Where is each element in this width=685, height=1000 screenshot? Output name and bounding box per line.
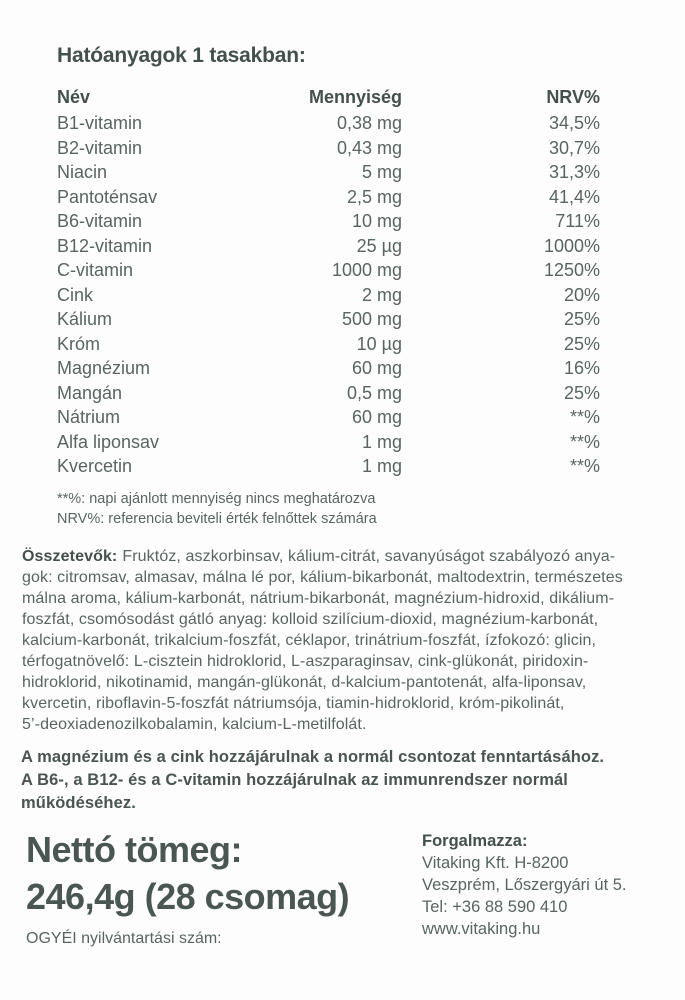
- nutrient-nrv: 25%: [563, 309, 600, 329]
- distributor-label: Forgalmazza:: [422, 832, 528, 850]
- nutrient-quantity: 500 mg: [341, 309, 402, 329]
- nutrient-nrv: 16%: [563, 358, 600, 378]
- nutrient-nrv: 25%: [563, 382, 600, 403]
- nutrient-quantity: 1 mg: [361, 431, 402, 452]
- nutrient-nrv: **%: [569, 456, 600, 476]
- table-row: [57, 381, 600, 406]
- nutrient-quantity: 2 mg: [361, 284, 402, 305]
- ingredients-line: 5’-deoxiadenozilkobalamin, kalcium-L-metilfolát.: [22, 716, 367, 733]
- ingredients-text: Fruktóz, aszkorbinsav, kálium-citrát, savanyúságot szabályozó anya-: [122, 548, 616, 565]
- ingredients-line: térfogatnövelő: L-cisztein hidroklorid, L-aszparaginsav, cink-glükonát, piridoxin-: [22, 653, 589, 670]
- nutrient-nrv: 1000%: [543, 235, 600, 256]
- table-row: [57, 160, 600, 185]
- claim-line: A B6-, a B12- és a C-vitamin hozzájárulnak az immunrendszer normál: [21, 771, 568, 789]
- ingredients-line: hidroklorid, nikotinamid, mangán-glükonát, d-kalcium-pantotenát, alfa-liponsav,: [22, 674, 587, 691]
- nutrient-name: Nátrium: [57, 407, 121, 427]
- ingredients-line: málna aroma, kálium-karbonát, nátrium-bikarbonát, magnézium-hidroxid, dikálium-: [22, 590, 615, 607]
- registration-number-label: OGYÉI nyilvántartási szám:: [26, 930, 222, 947]
- table-row: [57, 332, 600, 357]
- nutrient-nrv: 30,7%: [548, 137, 600, 158]
- col-header-quantity: Mennyiség: [308, 87, 402, 107]
- nutrient-name: C-vitamin: [57, 260, 134, 280]
- ingredients-line: kalcium-karbonát, trikalcium-foszfát, céklapor, trinátrium-foszfát, ízfokozó: glicin,: [22, 632, 597, 649]
- nutrient-nrv: **%: [569, 431, 600, 452]
- table-row: [57, 430, 600, 455]
- table-row: [57, 307, 600, 332]
- nutrient-nrv: 31,3%: [548, 162, 600, 182]
- nutrient-quantity: 25 µg: [356, 235, 402, 256]
- distributor-block: [422, 830, 627, 940]
- nutrient-quantity: 10 mg: [351, 211, 402, 231]
- table-row: [57, 356, 600, 381]
- footnote-nrv-definition: NRV%: referencia beviteli érték felnőttek számára: [57, 511, 377, 527]
- nutrient-quantity: 0,43 mg: [336, 137, 402, 158]
- nutrient-name: B12-vitamin: [57, 235, 153, 256]
- nutrient-quantity: 10 µg: [356, 333, 402, 354]
- nutrient-name: Magnézium: [57, 358, 151, 378]
- ingredients-line: kvercetin, riboflavin-5-foszfát nátriumsója, tiamin-hidroklorid, króm-pikolinát,: [22, 695, 565, 712]
- table-row: [57, 258, 600, 283]
- nutrient-name: Pantoténsav: [57, 186, 158, 207]
- nutrient-nrv: 1250%: [543, 260, 600, 280]
- table-row: [57, 405, 600, 430]
- nutrient-name: Alfa liponsav: [57, 431, 160, 452]
- nutrient-quantity: 5 mg: [361, 162, 402, 182]
- distributor-website: www.vitaking.hu: [422, 920, 541, 938]
- nutrient-nrv: 41,4%: [548, 186, 600, 207]
- nutrient-nrv: 34,5%: [548, 113, 600, 133]
- table-row: [57, 283, 600, 308]
- nutrient-quantity: 0,5 mg: [346, 382, 402, 403]
- nutrient-quantity: 2,5 mg: [346, 186, 402, 207]
- col-header-name: Név: [57, 87, 91, 107]
- distributor-phone: Tel: +36 88 590 410: [422, 898, 568, 916]
- nutrient-nrv: 711%: [555, 211, 600, 231]
- ingredients-line: [22, 546, 670, 567]
- claim-line: működéséhez.: [21, 794, 136, 812]
- ingredients-label: Összetevők:: [22, 548, 118, 565]
- nutrient-name: B2-vitamin: [57, 137, 143, 158]
- nutrient-quantity: 1000 mg: [331, 260, 402, 280]
- nutrient-name: Cink: [57, 284, 94, 305]
- claim-line: A magnézium és a cink hozzájárulnak a normál csontozat fenntartásához.: [21, 748, 605, 766]
- nutrition-table: [57, 84, 600, 479]
- ingredients-line: foszfát, csomósodást gátló anyag: kolloid szilícium-dioxid, magnézium-karbonát,: [22, 611, 599, 628]
- net-weight-value: 246,4g (28 csomag): [26, 876, 350, 917]
- nutrient-name: Kálium: [57, 309, 113, 329]
- nutrient-name: B1-vitamin: [57, 113, 143, 133]
- nutrient-nrv: 25%: [563, 333, 600, 354]
- table-row: [57, 136, 600, 161]
- nutrient-name: Mangán: [57, 382, 123, 403]
- nutrient-name: Kvercetin: [57, 456, 133, 476]
- ingredients-paragraph: [22, 546, 670, 735]
- health-claims: [21, 746, 661, 815]
- table-row: [57, 209, 600, 234]
- table-row: [57, 454, 600, 479]
- nutrient-nrv: 20%: [563, 284, 600, 305]
- col-header-nrv: NRV%: [546, 87, 600, 107]
- footnotes: [57, 489, 377, 529]
- nutrient-name: B6-vitamin: [57, 211, 143, 231]
- nutrient-quantity: 60 mg: [351, 358, 402, 378]
- nutrient-name: Króm: [57, 333, 101, 354]
- distributor-address: Veszprém, Lőszergyári út 5.: [422, 876, 627, 894]
- nutrient-quantity: 1 mg: [361, 456, 402, 476]
- active-ingredients-title: Hatóanyagok 1 tasakban:: [57, 44, 306, 67]
- nutrition-table-header: [57, 84, 600, 111]
- nutrient-quantity: 60 mg: [351, 407, 402, 427]
- table-row: [57, 111, 600, 136]
- nutrient-quantity: 0,38 mg: [336, 113, 402, 133]
- nutrient-nrv: **%: [569, 407, 600, 427]
- table-row: [57, 234, 600, 259]
- ingredients-line: gok: citromsav, almasav, málna lé por, kálium-bikarbonát, maltodextrin, természetes: [22, 569, 623, 586]
- distributor-company: Vitaking Kft. H-8200: [422, 854, 569, 872]
- footnote-daily-amount: **%: napi ajánlott mennyiség nincs meghatározva: [57, 491, 376, 507]
- net-weight-block: [26, 826, 349, 948]
- net-weight-label: Nettó tömeg:: [26, 829, 242, 870]
- nutrient-name: Niacin: [57, 162, 108, 182]
- table-row: [57, 185, 600, 210]
